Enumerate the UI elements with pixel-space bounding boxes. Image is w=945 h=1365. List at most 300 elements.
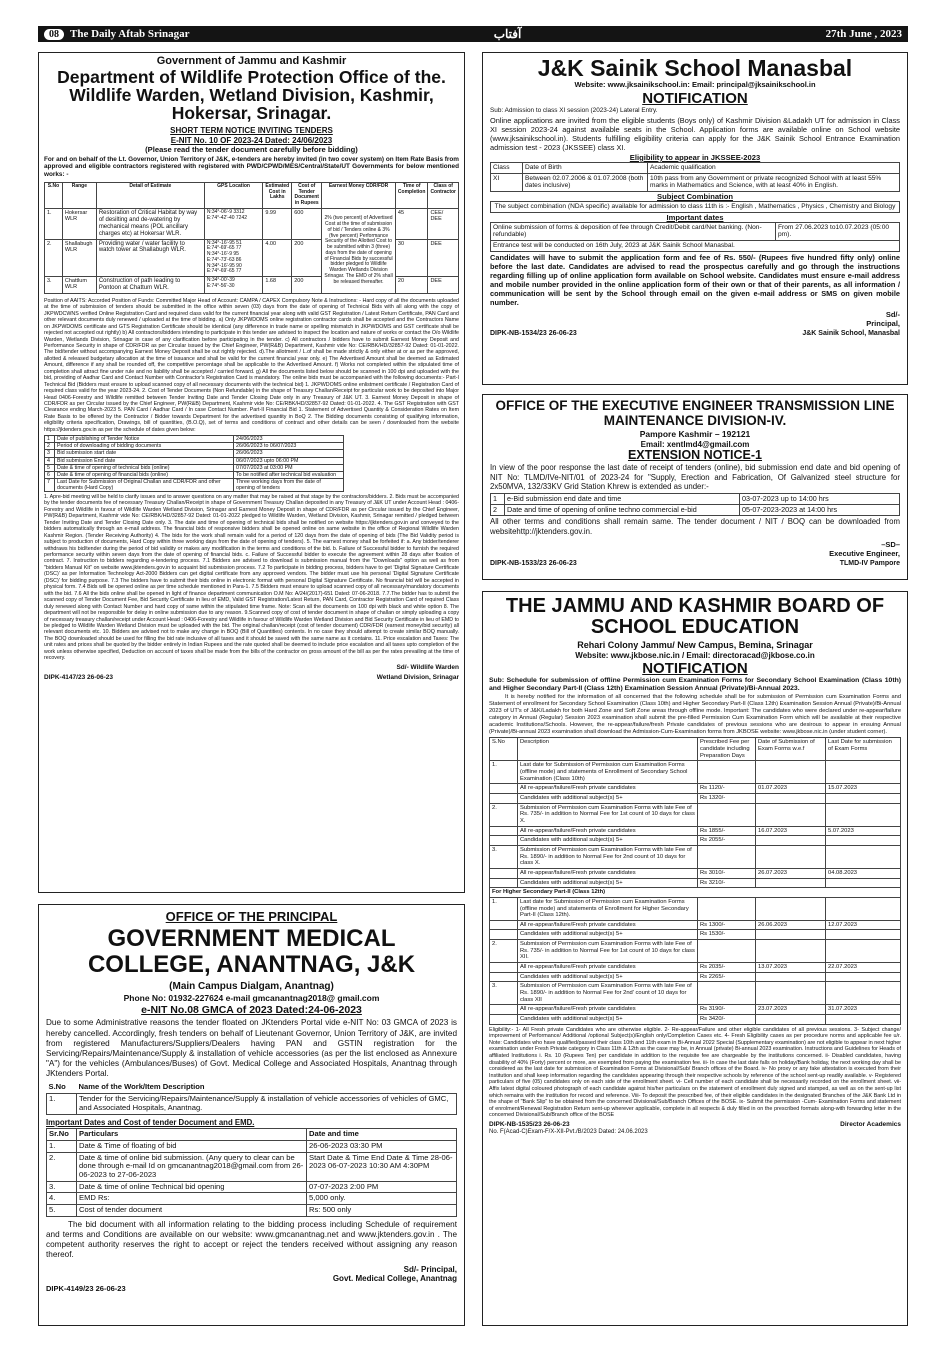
executive-engineer-ad	[482, 394, 908, 580]
sainik-website: Website: www.jksainikschool.in: Email: principal@jksainikschool.in	[574, 80, 816, 90]
cell: 1	[491, 493, 505, 504]
wildlife-schedule-table	[44, 435, 344, 492]
executive-body: In view of the poor response the last date of receipt of tenders (online), bid submission end date and bid opening of NIT No: TLMD/IVe-NIT/01 of 2023-24 for "Supply, Erection and Fabrication, Of Galvanized steel structure for 2x50MVA, 132/33KV Grid Station Khrew is extended as under:-	[490, 463, 900, 492]
cell: 26-06-2023 03:30 PM	[307, 1140, 457, 1152]
cell	[490, 793, 518, 803]
cell: 5	[45, 464, 55, 471]
col-header: Date of Submission of Exam Forms w.e.f	[756, 738, 826, 761]
cell: 30	[395, 239, 428, 277]
col-header: Description	[518, 738, 698, 761]
cell: Hokersar WLR	[62, 208, 96, 239]
sainik-signature-office: J&K Sainik School, Manasbal	[802, 330, 900, 338]
cell: 20	[395, 277, 428, 294]
cell: Entrance test will be conducted on 16th July, 2023 at J&K Sainik School Manasbal.	[491, 241, 900, 252]
table-row	[490, 793, 901, 803]
col-header: Estimated Cost in Lakhs	[263, 182, 292, 208]
cell: Construction of path leading to Pontoon at Chattum WLR.	[96, 277, 204, 294]
cell: 22.07.2023	[826, 963, 901, 973]
table-row	[490, 836, 901, 846]
cell	[490, 963, 518, 973]
sainik-dates-table	[490, 222, 900, 252]
table-row	[47, 1094, 457, 1114]
table-row	[47, 1152, 457, 1181]
bose-notification: NOTIFICATION	[642, 659, 748, 677]
table-row	[45, 478, 344, 491]
cell: All re-appear/failure/Fresh private candidates	[518, 963, 698, 973]
cell: All re-appear/failure/Fresh private candidates	[518, 784, 698, 794]
cell: 1.	[47, 1140, 77, 1152]
cell	[826, 897, 901, 920]
bose-eligibility-instructions: Eligibility:- 1- All Fresh private Candidates who are otherwise eligible. 2- Re-appear/Failure and other eligible candidates of all previous sessions. 3- Subject change/ improvement of Performance/ Additional /optional Subject(s)/English only/Completion Cases etc. 4- Fresh Eligibility cases as per procedure norms and applicable fee u/r. Note: Candidates who have qualified/passed their class 10th and 11th exam in Bi-Annual 2022 Special (Supplementary examination) are not eligible to appear in next higher examination under Fresh Private category in Class 11th & 12th as the case may be, in Annual (private) Bi-annual 2023 examination. Instructions and Guidelines for Heads of affiliated Institutions i. Rs. 10 (Rupees Ten) per candidate in addition to the requisite fee are chargeable by the institutions concerned. ii- Disabled candidates, having disability of 40% (Forty) percent or more, are exempted from paying the examination fee. iii- In case the last date falls on holiday/Bank holiday, the next working day shall be considered as the last date for submission of Examination Forms at Divisional/Sub/ Branch offices of the Board. iv- No proxy or any fake attestation is executed from their Institution and shall keep information regarding the candidates appearing through their respective schools by reference of the school sent-up readily available. v- Registered particulars of five (05) candidates only on each side of the enrollment sheet. vi- Cell number of each candidate shall be necessarily recorded on the enrollment sheet. vii- Affix latest digital coloured photograph of each candidate against his/her particulars on the statement of enrollment duly signed and stamped, as well as on the sent-up list which remains with the institution for record and reference. Viii- To deposit the prescribed fee, of their eligible candidates in the designated Branches of the J&K Bank Ltd in the shape of "Bank Slip" to be obtained from the concerned Divisional/Sub/Branch Offices of the BOSE. ix- Submit the permission -Cum- Examination Forms and statement of enrolment/Renewal Registration Return sent-up wherever applicable, complete in all respects & duly filled in on the prescribed formats along-with forwarding letter in the concerned Divisional/Sub/Branch office of the BOSE	[489, 1026, 901, 1119]
cell: All re-appear/failure/Fresh private candidates	[518, 1005, 698, 1015]
cell	[756, 845, 826, 868]
cell: 6	[45, 471, 55, 478]
col-header: S.No	[45, 182, 63, 208]
wildlife-terms: 1. Apre-bid meeting will be held to clarify issues and to answer questions on any matter that may be raised at that stage by the contractors/bidders. 2. Bids must be accompanied by the tender documents fee of necessary Treasury Challan/Receipt in shape of Government Treasury Challan deposited in any Treasury of J&K UT under Account Head : 0406-Forestry and Wildlife in favour of Wildlife Warden Wetland Division, Srinagar and Earnest Money Deposit in shape of CDR/FDR as per Circular issued by the Chief Engineer, PW(R&B) Department, Kashmir vide No: CE/RBK/HD/32857-92 Dated: 01-01-2022 pledged to Wildlife Warden, Wetland Division, Kashmir, Srinagar remitted / pledged between Tender Inviting Date and Tender Closing Date only. 3. The date and time of opening of technical bids shall be notified on website https://jktenders.gov.in and conveyed to the bidders automatically through an e-mail address. The financial bids of responsive bidders shall be opened online on same website in the office of Regional Wildlife Warden Kashmir Region. (Tender Receiving Authority) 4. The bids for the work shall remain valid for a period of 120 days from the date of opening of bids (The Bid Validity period is subject to production of documents, Hard Copy within three working days from the date of opening of tenders). 5. The earnest money shall be forfeited if: a. Any bidder/tenderer withdraws his bid/tender during the period of bid validity or makes any modification in the terms and conditions of the bid. b. Failure of Successful bidder to furnish the required performance security within seven days from the date of opening of financial bids. c. Failure of Successful bidder to execute the agreement within 28 days after fixation of contract. 7. Instruction to bidders regarding e-tendering process. 7.1 Bidders are advised to download is submission manual from the "Downloads" option as well as from "bidders Manual Kit" on website www.jktenders.gov.in to acquaint bid submission process. 7.2 To participate in bidding process, bidders have to get 'Digital Signature Certificate (DSC)' as per Information Technology Act-2000 Bidders can get digital certificate from any approved vendors. The bidder must use his personal 'Digital Signature Certificate (DSC)' for bidding purpose. 7.3 The bidders have to submit their bids online in electronic format with personal Digital Signature Certificate. No financial bid will be accepted in physical form. 7.4 Bids will be opened online as per time schedule mentioned in Para-1. 7.5 Bidders must ensure to upload scanned copy of all necessary/mandatory documents with the bid. 7.6 All the bids online shall be opened in light of finance department communication O.M No: A/24/(2017)-651 Dated: 07-06-2018. 7.7.The bidder has to submit the scanned copy of Tender Document Fee, Bid Security Certificate in lieu of EMD, Valid GST Registration/Latest Return, PAN Card, Contractor Registration Card of required Class duly renewed along with Contact Number and hard copy of same within the stipulated time frame. Note: Scan all the documents on 100 dpi with black and white option 8. The department will not be responsible for delay in online submission due to any reason. 9.Scanned copy of cost of tender document in shape of challan or simply uploading a copy of necessary treasury challan/receipt under Account Head : 0406-Forestry and Wildlife in favour of Wildlife Warden Wetland Division and Bid Security Certificate in lieu of EMD to be pledged to Wildlife Warden Wetland Division must be uploaded with the bid. The original challan/receipt (cost of tender document) CDR/FDR (earnest money/bid security) all relevant documents etc. 10. Bidders are advised not to make any change in BOQ (Bill of Quantities) contents. In no case they should attempt to create similar BOQ manually. The BOQ downloaded should be used for filling the bid rate inclusive of all taxes and it should be saved with the same name as it contains. 11. Price escalation and Taxes: The unit rates and prices shall be quoted by the bidder entirely in Indian Rupees and the rate quoted shall be deemed to include price escalation and all taxes upto completion of the work unless otherwise specified, Deduction on account of taxes shall be made from the bills of the contractor on gross amount of the bill as per the rates prevailing at the time of recovery.	[44, 493, 459, 662]
executive-body-2: All other terms and conditions shall remain same. The tender document / NIT / BOQ can be downloaded from websitehttp://jktenders.gov.in.	[490, 517, 900, 536]
cell: 06/07/2023 upto 06:00 PM	[234, 457, 344, 464]
cell: Last date for Submission of Permission cum Examination Forms (offline mode) and statements of Enrollment of Secondary School Examination (Class 10th)	[518, 761, 698, 784]
table-row	[490, 761, 901, 784]
bose-body: It is hereby notified for the information of all concerned that the following schedule shall be for submission of Permission cum Examination Forms and Statement of enrollment for Secondary School Examination (Class 10th) and Higher Secondary Part-II (Class 12th) Examination Session Annual (Private)/Bi-Annual 2023 of UT's of J&K/Ladakh for both Hard Zone and Soft Zone areas through offline mode. Important: The candidates who were declared under re-appear/failure category in Annual (Regular) Session 2023 examination shall submit the pre-filled Permission Cum Examination Form which will be available at their respective academic Institutions/Schools. However, the re-appear/failure/fresh Private candidates of previous sessions who are desirous to appear in ensuing Annual (Private)/Bi-annual 2023 examination shall download the Admission-Cum-Examination forms from JKBOSE website: www.jkbose.nic.in (under student corner).	[489, 694, 901, 735]
cell: DEE	[428, 277, 459, 294]
issue-date: 27th June , 2023	[825, 28, 902, 40]
cell: 26.06.2023	[756, 920, 826, 930]
cell: N:34°-06'-9 3312 E:74°-42'-40 7242	[204, 208, 263, 239]
cell: 07-07-2023 2:00 PM	[307, 1181, 457, 1193]
cell: Date & Time of floating of bid	[77, 1140, 307, 1152]
cell: 01.07.2023	[756, 784, 826, 794]
cell: Candidates with additional subject(s) 5+	[518, 836, 698, 846]
bose-address: Rehari Colony Jammu/ New Campus, Bemina, Srinagar	[577, 640, 813, 650]
cell	[490, 878, 518, 888]
cell: 13.07.2023	[756, 963, 826, 973]
cell: Rs 2035/-	[698, 963, 756, 973]
sainik-notification: NOTIFICATION	[642, 89, 748, 107]
cell: Rs 3420/-	[698, 1015, 756, 1025]
table-row	[45, 457, 344, 464]
col-header: Particulars	[77, 1129, 307, 1141]
wildlife-signature-office: Wetland Division, Srinagar	[376, 673, 459, 681]
gmc-signature-office: Govt. Medical College, Anantnag	[332, 1274, 457, 1284]
cell: Candidates with additional subject(s) 5+	[518, 878, 698, 888]
page-number: 08	[44, 29, 64, 40]
bose-reference: No. F(Acad-C)Exam-F/X-XII-Pvt./B/2023 Dated: 24.06.2023	[489, 1128, 648, 1135]
cell: Rs 1320/-	[698, 793, 756, 803]
cell: Date and time of opening of online techno commercial e-bid	[505, 504, 740, 515]
cell	[826, 972, 901, 982]
cell: Rs 3010/-	[698, 868, 756, 878]
cell: 5,000 only.	[307, 1193, 457, 1205]
cell: 16.07.2023	[756, 826, 826, 836]
gmc-work-table	[46, 1082, 457, 1114]
cell	[826, 940, 901, 963]
cell: Date of publishing of Tender Notice	[55, 436, 234, 443]
wildlife-tender-ad	[38, 52, 465, 893]
cell	[756, 793, 826, 803]
gmc-phone: Phone No: 01932-227624 e-mail gmcanantnag2018@ gmail.com	[123, 993, 380, 1004]
col-header: S.No	[490, 738, 518, 761]
table-row	[491, 202, 900, 213]
sainik-subject-table	[490, 201, 900, 213]
cell: 1.	[47, 1094, 77, 1114]
cell: 5.	[47, 1205, 77, 1217]
executive-notice: EXTENSION NOTICE-1	[627, 448, 763, 463]
cell: Rs 1120/-	[698, 784, 756, 794]
cell: Rs 2265/-	[698, 972, 756, 982]
sainik-body: Online applications are invited from the eligible students (Boys only) of Kashmir Division &Ladakh UT for admission in Class XI session 2023-24 against available seats in the School. Application forms are available online on School website (www.jksainikschool.in). Students fulfilling eligibility criteria can apply for the J&K Sainik School Entrance Examination admission test - 2023 (JKSSEE) class XI.	[490, 115, 900, 152]
cell: N:34°-00'-39 E:74°-56'-30	[204, 277, 263, 294]
cell: 07/07/2023 at 03:00 PM	[234, 464, 344, 471]
cell: From 27.06.2023 to10.07.2023 (05:00 pm).	[776, 222, 900, 240]
table-row	[490, 784, 901, 794]
cell	[756, 982, 826, 1005]
wildlife-intro: For and on behalf of the Lt. Governor, Union Territory of J&K, e-tenders are hereby invited (in two cover system) on Item Rate Basis from approved and eligible contractors registered with registered with PWD/CPWD/MES/Central/State/UT Governments for below mentioned works: -	[44, 155, 459, 179]
cell: To be notified after technical bid evaluation	[234, 471, 344, 478]
cell	[490, 826, 518, 836]
executive-title: OFFICE OF THE EXECUTIVE ENGINEER TRANSMISSION LINE MAINTENANCE DIVISION-IV.	[495, 398, 895, 428]
cell: 23.07.2023	[756, 1005, 826, 1015]
cell	[490, 1005, 518, 1015]
cell	[698, 940, 756, 963]
table-row	[491, 222, 900, 240]
cell: Submission of Permission cum Examination Forms with late Fee of Rs. 735/- in addition to Normal Fee for 1st count of 10 days for class X.	[518, 803, 698, 826]
cell: All re-appear/failure/Fresh private candidates	[518, 826, 698, 836]
gmc-title: GOVERNMENT MEDICAL COLLEGE, ANANTNAG, J&K	[87, 925, 416, 979]
cell	[490, 1015, 518, 1025]
gmc-dates-title: Important Dates and Cost of tender Document and EMD.	[46, 1117, 255, 1127]
sainik-notification-ad	[482, 52, 908, 385]
table-row	[490, 972, 901, 982]
table-header	[490, 738, 901, 761]
gmc-dates-table	[46, 1128, 457, 1217]
table-row	[490, 888, 901, 898]
table-row	[491, 173, 900, 191]
cell: 1.	[490, 897, 518, 920]
table-row	[45, 471, 344, 478]
wildlife-instructions: Position of AAITS: Accorded Position of Funds: Committed Major Head of Account: CAMPA / CAPEX Compulsory Note & Instructions: - Hard copy of all the documents uploaded at the time of submission of tenders should be submitted in the office within seven (03) days from the date of opening of Technical Bids with all along with the copy of JKPWDCWNS verified Online Registration Card and required class valid for the current financial year along with valid GST Registration / Latest Return Certificate, PAN Card and other relevant documents duly renewed / uploaded at the time of bidding. a) Only JKPWDOMS online registration contractor cards shall be accepted and the Contractors Name on JKPWDOMS certificate and GTS Registration Certificate should be identical (any difference in trade name or spelling mismatch in JKPWDOMS and GST certificate shall be rejected not accepted out rightly) b) All contractors/bidders intending to participate in this tender are advised to inspect the location and nature of works or contact the O/o Wildlife Warden, Wetlands Division, Srinagar in case of any clarification before participating in the tender. c) All contractors / bidders have to submit Earnest Money Deposit and Performance Security in shape of CDR/FDR as per Circular issued by the Chief Engineer, PW(R&B) Department, Kashmir vide No: CE/RBK/HD/32857-92 Dated: 01-01-2022. The bid/tender without accompanying Earnest Money Deposit shall be out rightly rejected. d).The allotment / L.of shall be made strictly & only either at or as per the approved, allotted & released budgetary allocation at the time of issuance and shall be valid for the current financial year only. e) The Advertised Amount shall be deemed as Estimated Amount, difference if any shall be rounded off, the competitive percentage shall be applicable to the Advertised Amount. f) Works not completed within the stipulated time of completion shall attract fine under rule and no liability shall be accepted / carried forward. g) All the documents listed below should be scanned in 100 dpi and uploaded with the bid, providing of Aadhar Card and Contact Number with Contractor's Registration Card is mandatory. The online bids must be accompanied with the following documents:- Part-I Technical Bid (Bidders must ensure to upload scanned copy of all necessary documents with the technical bid) 1. JKPWDOMS online enlistment certificate / Registration Card of required class valid for the year 2023-24. 2. Cost of Tender Documents (Non Refundable) in the shape of Treasury Challan/Receipt for particular work to be deposited into Major Head 0406-Forestry and Wildlife remitted between Tender Inviting Date and Tender Closing Date only in any Treasury of J&K UT. 3. Earnest Money Deposit in shape of CDR/FDR as per Circular issued by the Chief Engineer, PW(R&B) Department, Kashmir vide No: CE/RBK/HD/32857-92 Dated: 01-01-2022. 4. The GST Registration with GST Clearance ending March-2023 5. PAN Card / Aadhar Card / In case Contact Number. Part-II Financial Bid 1. Statement of Advertised Quantity & Consideration Rates on Item Rate Basis to be offered by the Contractor / Bidder towards Department for the advertised quantity in BoQ 2. The Bidding documents consisting of qualifying information, eligibility criteria specification, Drawings, bill of quantities, (B.O.Q), set of terms and conditions of contract and other details can be seen / downloaded from the website https://jktenders.gov.in as per the schedule of dates given below:	[44, 297, 459, 433]
cell	[490, 784, 518, 794]
gmc-intro: Due to some Administrative reasons the tender floated on JKtenders Portal vide e-NIT No: 03 GMCA of 2023 is hereby cancelled. Accordingly, fresh tenders on behalf of Lieutenant Governor, Union Territory of J&K, are invited from registered Manufacturers/Suppliers/Dealers having PAN and GSTIN registration for the Servicing/Repairs/Maintenance/Supply & installation of vehicle accessories (as per the list enclosed as Annexure "A") for the vehicles (Ambulances/Buses) of Govt. Medical College and Associated Hospitals, Anantnag through JKtenders Portal.	[46, 1018, 457, 1079]
cell	[756, 972, 826, 982]
cell: Date & time of opening of financial bids (online)	[55, 471, 234, 478]
executive-table	[490, 493, 900, 517]
sainik-signature: Principal,	[866, 318, 900, 328]
cell: 26/06/2023	[234, 450, 344, 457]
cell	[698, 845, 756, 868]
sainik-body-2: Candidates will have to submit the application form and fee of Rs. 550/- (Rupees five hundred fifty only) online before the last date. Candidates are advised to read the prospectus carefully and go through the instructions regarding filling up of online application form available on School website. Candidates must ensure e-mail address and mobile number provided in the online application form of their own or that of their parents, as all information / communication will be sent by the School through email on the given e-mail address or SMS on given mobile number.	[490, 252, 900, 307]
cell: 5.07.2023	[826, 826, 901, 836]
table-row	[490, 1015, 901, 1025]
cell: Rs 2055/-	[698, 836, 756, 846]
cell: Bid submission End date	[55, 457, 234, 464]
table-row	[490, 803, 901, 826]
cell: 05-07-2023-2023 at 14:00 hrs	[740, 504, 900, 515]
cell	[826, 761, 901, 784]
table-row	[491, 241, 900, 252]
bose-title: THE JAMMU AND KASHMIR BOARD OF SCHOOL EDUCATION	[505, 595, 885, 638]
col-header: Cost of Tender Document in Rupees	[292, 182, 322, 208]
col-header: S.No	[47, 1082, 77, 1093]
cell: 26.07.2023	[756, 868, 826, 878]
cell: Candidates with additional subject(s) 5+	[518, 972, 698, 982]
cell	[490, 836, 518, 846]
cell: 04.08.2023	[826, 868, 901, 878]
sainik-important-dates: Important dates	[666, 212, 724, 222]
table-row	[45, 436, 344, 443]
cell: 7	[45, 478, 55, 491]
cell: 2.	[490, 803, 518, 826]
cell: 9.99	[263, 208, 292, 239]
cell: 03-07-2023 up to 14:00 hrs	[740, 493, 900, 504]
wildlife-gov: Government of Jammu and Kashmir	[156, 55, 347, 67]
emd-cell: 2% (two percent) of Advertised Cost at the time of submission of bid / Tenders online & 3% (five percent) Performance Security of the Allotted Cost to be submitted within 3 (three) days from the date of opening of Financial Bids by successful bidder pledged to Wildlife Warden Wetlands Division Srinagar. The EMD of 2% shall be released thereafter.	[322, 208, 396, 293]
cell: Start Date & Time End Date & Time 28-06-2023 06-07-2023 10:30 AM 4:30PM	[307, 1152, 457, 1181]
masthead-bar	[38, 26, 908, 42]
table-row	[45, 443, 344, 450]
cell: Candidates with additional subject(s) 5+	[518, 1015, 698, 1025]
col-header: Range	[62, 182, 96, 208]
cell	[826, 878, 901, 888]
wildlife-read: (Please read the tender document carefully before bidding)	[145, 145, 358, 155]
cell: 3.	[490, 845, 518, 868]
table-row	[491, 493, 900, 504]
cell: 15.07.2023	[826, 784, 901, 794]
cell: 4.	[47, 1193, 77, 1205]
cell	[490, 868, 518, 878]
cell: Date & time of online Technical bid opening	[77, 1181, 307, 1193]
cell	[490, 930, 518, 940]
cell: 31.07.2023	[826, 1005, 901, 1015]
sainik-sd: Sd/-	[885, 309, 900, 319]
cell: Rs 3190/-	[698, 1005, 756, 1015]
cell: 200	[292, 277, 322, 294]
col-header: Time of Completion	[395, 182, 428, 208]
table-row	[490, 963, 901, 973]
cell: Rs: 500 only	[307, 1205, 457, 1217]
cell: Date & time of online bid submission. (Any query to clear can be done through e-mail Id on gmcanantnag2018@gmail.com from 26-06-2023 to 27-06-2023	[77, 1152, 307, 1181]
executive-address: Pampore Kashmir – 192121	[639, 429, 751, 440]
cell: Rs 1530/-	[698, 930, 756, 940]
cell: All re-appear/failure/Fresh private candidates	[518, 868, 698, 878]
table-row	[45, 208, 459, 239]
table-row	[47, 1181, 457, 1193]
cell: Rs 1855/-	[698, 826, 756, 836]
cell: EMD Rs:	[77, 1193, 307, 1205]
cell: Online submission of forms & deposition of fee through Credit/Debit card/Net banking. (Non-refundable)	[491, 222, 776, 240]
cell: XI	[491, 173, 523, 191]
cell: Restoration of Critical Habitat by way of desilting and de-watering by mechanical means (POL ancillary charges etc) at Hokersar WLR.	[96, 208, 204, 239]
col-header: Detail of Estimate	[96, 182, 204, 208]
cell: Chattlum WLR	[62, 277, 96, 294]
gmc-office: OFFICE OF THE PRINCIPAL	[165, 909, 338, 924]
col-header: GPS Location	[204, 182, 263, 208]
cell: Date & time of opening of technical bids (online)	[55, 464, 234, 471]
cell: Providing water / water facility to watch tower at Shallabugh WLR.	[96, 239, 204, 277]
cell: 4	[45, 457, 55, 464]
col-header: Name of the Work/Item Description	[77, 1082, 457, 1093]
table-row	[490, 878, 901, 888]
cell	[756, 897, 826, 920]
col-header: Earnest Money CDR/FDR	[322, 182, 396, 208]
cell: The subject combination (NDA specific) available for admission to class 11th is :- English , Mathematics , Physics , Chemistry and Biology	[491, 202, 900, 213]
cell	[490, 920, 518, 930]
cell: Submission of Permission cum Examination Forms with late Fee of Rs. 735/- in addition to Normal Fee for 1st count of 10 days for class XII.	[518, 940, 698, 963]
cell	[756, 803, 826, 826]
cell: Submission of Permission cum Examination Forms with late Fee of Rs. 1890/- in addition to Normal Fee for 2nd' count of 10 days for class XII	[518, 982, 698, 1005]
wildlife-enit: E-NIT No. 10 OF 2023-24 Dated: 24/06/2023	[170, 135, 333, 145]
sainik-eligibility-table	[490, 162, 900, 192]
bose-dipk: DIPK-NB-1535/23 26-06-23	[489, 1121, 570, 1129]
cell: 1	[45, 436, 55, 443]
cell: All re-appear/failure/Fresh private candidates	[518, 920, 698, 930]
cell	[698, 761, 756, 784]
cell: 200	[292, 239, 322, 277]
gmc-tender-ad	[38, 904, 465, 1326]
cell: 24/06/2023	[234, 436, 344, 443]
cell: 600	[292, 208, 322, 239]
table-row	[45, 464, 344, 471]
bose-notification-ad	[482, 591, 908, 1326]
cell: Last date for Submission of Permission cum Examination Forms (offline mode) and statements of Enrollment for Higher Secondary Part-II (Class 12th).	[518, 897, 698, 920]
cell: 2	[491, 504, 505, 515]
cell	[826, 793, 901, 803]
cell: 2	[45, 443, 55, 450]
cell: Between 02.07.2006 & 01.07.2008 (both dates inclusive)	[523, 173, 648, 191]
table-header	[491, 163, 900, 174]
table-row	[47, 1193, 457, 1205]
sainik-eligibility-title: Eligibility to appear in JKSSEE-2023	[629, 152, 761, 162]
col-header: Date of Birth	[523, 163, 648, 174]
cell: 3.	[47, 1181, 77, 1193]
cell: Rs 3210/-	[698, 878, 756, 888]
table-row	[47, 1140, 457, 1152]
table-row	[490, 982, 901, 1005]
bose-schedule-table	[489, 737, 901, 1024]
section-label: For Higher Secondary Part-II (Class 12th)	[490, 888, 901, 898]
cell: 2.	[47, 1152, 77, 1181]
cell: N:34°-16'-95 51 E:74°-69'-65 77 N:34°-16'-9 95 E:74°-73'-63 86 N:34°-16'-95 90 E:74°-69'-65 77	[204, 239, 263, 277]
bose-signature: Director Academics	[840, 1121, 901, 1129]
cell	[756, 940, 826, 963]
table-row	[45, 450, 344, 457]
executive-dipk: DIPK-NB-1533/23 26-06-23	[490, 560, 577, 568]
cell: e-Bid submission end date and time	[505, 493, 740, 504]
cell: 3	[45, 450, 55, 457]
wildlife-title: Department of Wildlife Protection Office of the. Wildlife Warden, Wetland Division, Kashmir, Hokersar, Srinagar.	[57, 67, 446, 123]
table-row	[491, 504, 900, 515]
cell: 1.68	[263, 277, 292, 294]
wildlife-dipk: DIPK-4147/23 26-06-23	[44, 673, 114, 681]
gmc-closing: The bid document with all information relating to the bidding process including Schedule of requirement and terms and Conditions are available on our website: www.gmcanantnag.net and www.jktenders.gov.in . The competent authority reserves the right to accept or reject the tenders received without assigning any reason thereof.	[46, 1219, 457, 1260]
col-header: Last Date for submission of Exam Forms	[826, 738, 901, 761]
wildlife-signature: Sd/- Wildlife Warden	[396, 663, 459, 671]
gmc-nit: e-NIT No.08 GMCA of 2023 Dated:24-06-2023	[141, 1003, 362, 1016]
cell: 10th pass from any Government or private recognized School with at least 55% marks in Mathematics and Science, with at least 40% in English.	[648, 173, 900, 191]
table-header	[45, 182, 459, 208]
executive-sd: –SD–	[881, 540, 900, 550]
bose-website: Website: www.jkbose.nic.in / Email: directoracad@jkbose.co.in	[575, 650, 815, 660]
cell	[756, 1015, 826, 1025]
cell: 4.00	[263, 239, 292, 277]
cell	[826, 982, 901, 1005]
gmc-campus: (Main Campus Dialgam, Anantnag)	[169, 981, 334, 993]
sainik-title: J&K Sainik School Manasbal	[537, 55, 853, 81]
cell: Cost of tender document	[77, 1205, 307, 1217]
cell: Period of downloading of bidding documents	[55, 443, 234, 450]
executive-email: Email: xentlmd4@gmail.com	[640, 439, 750, 449]
sainik-subject-combination: Subject Combination	[657, 191, 733, 201]
cell	[698, 982, 756, 1005]
table-row	[490, 826, 901, 836]
cell: CEE/ DEE	[428, 208, 459, 239]
gmc-dipk: DIPK-4149/23 26-06-23	[46, 1284, 126, 1294]
table-row	[490, 868, 901, 878]
wildlife-works-table	[44, 182, 459, 294]
col-header: Academic qualification	[648, 163, 900, 174]
col-header: Class	[491, 163, 523, 174]
cell	[826, 845, 901, 868]
cell	[490, 972, 518, 982]
table-header	[47, 1129, 457, 1141]
cell	[756, 836, 826, 846]
table-row	[45, 277, 459, 294]
table-row	[47, 1205, 457, 1217]
col-header: Prescribed Fee per candidate including Preparation Days	[698, 738, 756, 761]
table-row	[490, 1005, 901, 1015]
table-row	[490, 920, 901, 930]
cell: Bid submission start date	[55, 450, 234, 457]
cell: 3.	[490, 982, 518, 1005]
cell: Rs 1300/-	[698, 920, 756, 930]
cell	[826, 930, 901, 940]
cell: 45	[395, 208, 428, 239]
cell: 1.	[490, 761, 518, 784]
cell: 26/06/2023 to 06/07/2023	[234, 443, 344, 450]
cell: Submission of Permission cum Examination Forms with late Fee of Rs. 1890/- in addition to Normal Fee for 2nd count of 10 days for class X.	[518, 845, 698, 868]
cell: Shallabugh WLR	[62, 239, 96, 277]
executive-signature: Executive Engineer,	[829, 549, 900, 559]
gmc-signature: Sd/- Principal,	[403, 1264, 457, 1274]
paper-logo: آفتاب	[493, 26, 522, 41]
cell	[826, 1015, 901, 1025]
cell: 3.	[45, 277, 63, 294]
cell	[756, 930, 826, 940]
table-row	[45, 239, 459, 277]
cell: Tender for the Servicing/Repairs/Maintenance/Supply & installation of vehicle accessories of vehicles of GMC, and Associated Hospitals, Anantnag.	[77, 1094, 457, 1114]
sainik-subject: Sub: Admission to class XI session (2023-24) Lateral Entry.	[490, 106, 658, 114]
table-row	[490, 940, 901, 963]
cell	[756, 761, 826, 784]
table-row	[490, 897, 901, 920]
cell: DEE	[428, 239, 459, 277]
paper-name: The Daily Aftab Srinagar	[70, 28, 190, 40]
col-header: Sr.No	[47, 1129, 77, 1141]
executive-signature-office: TLMD-IV Pampore	[839, 560, 900, 568]
cell: Last Date for Submission of Original Challan and CDR/FDR and other documents (Hard Copy)	[55, 478, 234, 491]
table-row	[490, 845, 901, 868]
table-row	[490, 930, 901, 940]
wildlife-notice: SHORT TERM NOTICE INVITING TENDERS	[170, 125, 333, 135]
cell: Three working days from the date of opening of tenders	[234, 478, 344, 491]
cell: 12.07.2023	[826, 920, 901, 930]
cell	[698, 897, 756, 920]
table-header	[47, 1082, 457, 1093]
cell: Candidates with additional subject(s) 5+	[518, 793, 698, 803]
cell: 1.	[45, 208, 63, 239]
cell	[826, 803, 901, 826]
cell	[698, 803, 756, 826]
